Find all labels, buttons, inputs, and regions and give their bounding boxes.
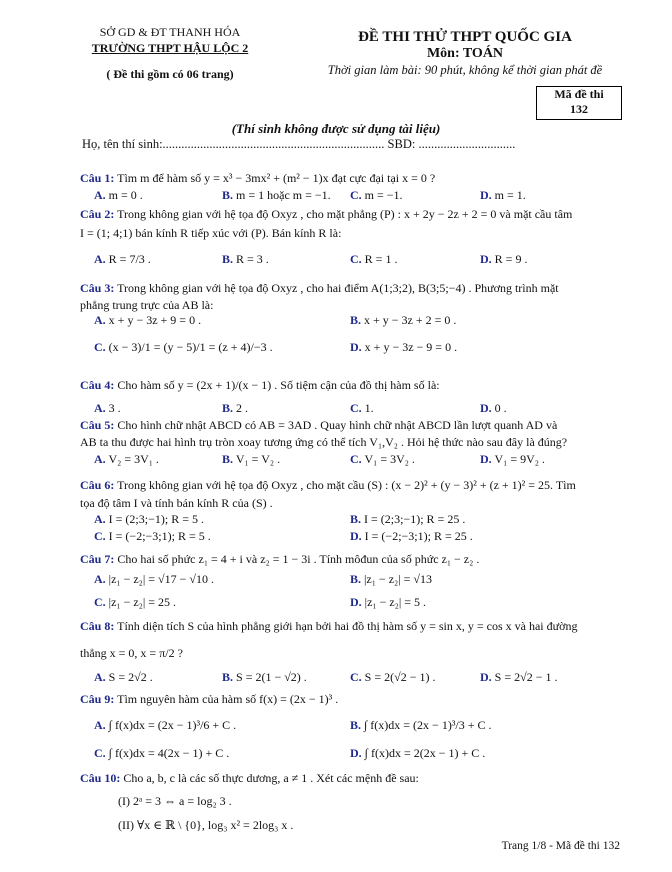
q9-option-c	[94, 746, 229, 761]
header-right	[290, 28, 640, 78]
opt-letter: A.	[94, 401, 106, 415]
opt-letter: A.	[94, 718, 106, 732]
q9-option-b	[350, 718, 492, 733]
opt-text: |z₁ − z₂| = 5 .	[364, 595, 427, 609]
opt-text: x + y − 3z + 2 = 0 .	[364, 313, 457, 327]
q5-option-b	[222, 452, 280, 467]
q3-option-a	[94, 313, 201, 328]
q5-text2: AB ta thu được hai hình trụ tròn xoay tương ứng có thể tích V₁,V₂ . Hỏi hệ thức nào sau đây là đúng?	[80, 435, 568, 449]
q8-stem	[80, 618, 578, 634]
opt-letter: D.	[350, 746, 362, 760]
opt-text: I = (2;3;−1); R = 25 .	[364, 512, 466, 526]
q7-option-a	[94, 572, 214, 587]
q8-option-d	[480, 670, 557, 685]
q1-text: Tìm m để hàm số y = x³ − 3mx² + (m² − 1)x đạt cực đại tại x = 0 ?	[117, 171, 436, 185]
q7-option-c	[94, 595, 176, 610]
opt-text: R = 3 .	[236, 252, 269, 266]
q2-text2: I = (1; 4;1) bán kính R tiếp xúc với (P). Bán kính R là:	[80, 226, 342, 240]
page-footer: Trang 1/8 - Mã đề thi 132	[501, 840, 620, 852]
q10-item-2: (II) ∀x ∈ ℝ \ {0}, log₃ x² = 2log₃ x .	[118, 818, 294, 832]
q1-label: Câu 1:	[80, 171, 115, 185]
subject: Môn: TOÁN	[426, 46, 504, 61]
opt-letter: C.	[350, 670, 362, 684]
opt-letter: B.	[350, 512, 362, 526]
q7-text: Cho hai số phức z₁ = 4 + i và z₂ = 1 − 3i . Tính môđun của số phức z₁ − z₂ .	[117, 552, 480, 566]
q9-option-a	[94, 718, 236, 733]
opt-text: S = 2√2 .	[108, 670, 153, 684]
q8-option-a	[94, 670, 153, 685]
opt-letter: B.	[222, 252, 234, 266]
student-line: Họ, tên thí sinh:....................................................................... SBD: ...............................	[82, 137, 516, 151]
q7-option-b	[350, 572, 432, 587]
q4-text: Cho hàm số y = (2x + 1)/(x − 1) . Số tiệm cận của đồ thị hàm số là:	[117, 378, 440, 392]
opt-text: 2 .	[236, 401, 249, 415]
q1-option-a	[94, 188, 143, 203]
q10-label: Câu 10:	[80, 771, 121, 785]
opt-letter: C.	[350, 188, 362, 202]
opt-text: x + y − 3z + 9 = 0 .	[108, 313, 202, 327]
opt-letter: D.	[480, 670, 492, 684]
q7-option-d	[350, 595, 426, 610]
opt-text: I = (−2;−3;1); R = 5 .	[108, 529, 211, 543]
opt-text: |z₁ − z₂| = 25 .	[108, 595, 177, 609]
opt-text: m = 1.	[494, 188, 526, 202]
opt-letter: B.	[222, 188, 234, 202]
q5-stem	[80, 417, 557, 433]
q5-option-d	[480, 452, 545, 467]
q4-option-d	[480, 401, 507, 416]
opt-text: ∫ f(x)dx = 4(2x − 1) + C .	[108, 746, 230, 760]
q3-text: Trong không gian với hệ tọa độ Oxyz , cho hai điểm A(1;3;2), B(3;5;−4) . Phương trình mặt	[117, 281, 559, 295]
q9-text: Tìm nguyên hàm của hàm số f(x) = (2x − 1)³ .	[117, 692, 339, 706]
q8-text2: thẳng x = 0, x = π/2 ?	[80, 646, 183, 660]
q2-option-a	[94, 252, 151, 267]
opt-letter: C.	[350, 252, 362, 266]
opt-text: V₁ = 9V₂ .	[494, 452, 545, 466]
opt-text: S = 2√2 − 1 .	[494, 670, 558, 684]
q6-option-a	[94, 512, 204, 527]
q4-stem	[80, 377, 440, 393]
q6-option-c	[94, 529, 211, 544]
opt-text: ∫ f(x)dx = 2(2x − 1) + C .	[364, 746, 486, 760]
opt-letter: B.	[350, 313, 362, 327]
q1-stem	[80, 170, 435, 186]
opt-letter: C.	[94, 595, 106, 609]
q2-label: Câu 2:	[80, 207, 115, 221]
opt-text: V₁ = 3V₂ .	[364, 452, 415, 466]
opt-letter: A.	[94, 670, 106, 684]
opt-text: R = 9 .	[494, 252, 528, 266]
opt-text: V₁ = V₂ .	[235, 452, 281, 466]
exam-code-box	[536, 86, 622, 120]
opt-letter: A.	[94, 572, 106, 586]
q9-option-d	[350, 746, 485, 761]
opt-letter: D.	[350, 595, 362, 609]
q8-option-b	[222, 670, 307, 685]
q2-option-c	[350, 252, 397, 267]
opt-letter: C.	[94, 340, 106, 354]
q2-option-d	[480, 252, 527, 267]
q8-label: Câu 8:	[80, 619, 115, 633]
q5-option-c	[350, 452, 415, 467]
opt-text: R = 1 .	[364, 252, 398, 266]
opt-letter: D.	[350, 340, 362, 354]
q10-text: Cho a, b, c là các số thực dương, a ≠ 1 . Xét các mệnh đề sau:	[123, 771, 419, 785]
opt-text: 1.	[364, 401, 374, 415]
q5-label: Câu 5:	[80, 418, 115, 432]
opt-letter: B.	[222, 401, 234, 415]
notice: (Thí sinh không được sử dụng tài liệu)	[231, 121, 441, 136]
dept-name: SỞ GD & ĐT THANH HÓA	[99, 25, 241, 39]
opt-letter: A.	[94, 452, 106, 466]
time-note: Thời gian làm bài: 90 phút, không kể thời gian phát đề	[327, 63, 603, 77]
q2-option-b	[222, 252, 269, 267]
opt-letter: D.	[480, 252, 492, 266]
q3-text2: phẳng trung trực của AB là:	[80, 298, 214, 312]
q6-text2: tọa độ tâm I và tính bán kính R của (S) .	[80, 496, 273, 510]
opt-letter: C.	[94, 746, 106, 760]
q6-label: Câu 6:	[80, 478, 115, 492]
q4-label: Câu 4:	[80, 378, 115, 392]
opt-text: x + y − 3z − 9 = 0 .	[364, 340, 458, 354]
opt-letter: B.	[350, 572, 362, 586]
opt-text: |z₁ − z₂| = √17 − √10 .	[108, 572, 214, 586]
q3-option-c	[94, 340, 273, 355]
opt-letter: C.	[350, 401, 362, 415]
opt-letter: B.	[222, 452, 234, 466]
q3-label: Câu 3:	[80, 281, 115, 295]
opt-text: I = (−2;−3;1); R = 25 .	[364, 529, 473, 543]
q3-option-d	[350, 340, 457, 355]
q2-stem	[80, 206, 572, 222]
opt-text: m = −1.	[364, 188, 403, 202]
opt-letter: C.	[94, 529, 106, 543]
opt-text: R = 7/3 .	[108, 252, 151, 266]
q9-stem	[80, 691, 338, 707]
opt-text: 0 .	[494, 401, 507, 415]
opt-letter: D.	[480, 452, 492, 466]
opt-text: 3 .	[108, 401, 121, 415]
q1-option-c	[350, 188, 403, 203]
q3-stem	[80, 280, 559, 296]
opt-text: ∫ f(x)dx = (2x − 1)³/6 + C .	[108, 718, 237, 732]
opt-letter: A.	[94, 313, 106, 327]
opt-letter: C.	[350, 452, 362, 466]
q4-option-a	[94, 401, 121, 416]
opt-text: ∫ f(x)dx = (2x − 1)³/3 + C .	[364, 718, 492, 732]
q10-stem	[80, 770, 419, 786]
opt-letter: A.	[94, 252, 106, 266]
q7-stem	[80, 551, 479, 567]
opt-text: m = 1 hoặc m = −1.	[236, 188, 331, 202]
opt-letter: A.	[94, 512, 106, 526]
q5-text: Cho hình chữ nhật ABCD có AB = 3AD . Quay hình chữ nhật ABCD lần lượt quanh AD và	[117, 418, 558, 432]
opt-letter: B.	[222, 670, 234, 684]
opt-text: |z₁ − z₂| = √13	[364, 572, 432, 586]
q8-text: Tính diện tích S của hình phẳng giới hạn bởi hai đồ thị hàm số y = sin x, y = cos x và hai đường	[117, 619, 578, 633]
q7-label: Câu 7:	[80, 552, 115, 566]
exam-code-label: Mã đề thi	[554, 87, 604, 101]
q5-option-a	[94, 452, 159, 467]
q6-text: Trong không gian với hệ tọa độ Oxyz , cho mặt cầu (S) : (x − 2)² + (y − 3)² + (z + 1)² = 25. Tìm	[117, 478, 576, 492]
q9-label: Câu 9:	[80, 692, 115, 706]
q4-option-b	[222, 401, 248, 416]
opt-letter: D.	[480, 188, 492, 202]
q1-option-b	[222, 188, 331, 203]
opt-text: (x − 3)/1 = (y − 5)/1 = (z + 4)/−3 .	[108, 340, 273, 354]
opt-text: m = 0 .	[108, 188, 143, 202]
header-left	[70, 24, 270, 82]
opt-text: I = (2;3;−1); R = 5 .	[108, 512, 204, 526]
q1-option-d	[480, 188, 526, 203]
q6-option-d	[350, 529, 473, 544]
pages-note: ( Đề thi gồm có 06 trang)	[106, 67, 234, 81]
q10-item-1: (I) 2ᵃ = 3 ⇔ a = log₂ 3 .	[118, 794, 232, 808]
opt-text: S = 2(1 − √2) .	[236, 670, 307, 684]
q4-option-c	[350, 401, 374, 416]
q6-option-b	[350, 512, 465, 527]
opt-letter: A.	[94, 188, 106, 202]
opt-letter: D.	[480, 401, 492, 415]
opt-letter: D.	[350, 529, 362, 543]
opt-letter: B.	[350, 718, 362, 732]
q8-option-c	[350, 670, 435, 685]
opt-text: V₂ = 3V₁ .	[108, 452, 159, 466]
q2-text: Trong không gian với hệ tọa độ Oxyz , cho mặt phẳng (P) : x + 2y − 2z + 2 = 0 và mặt cầu tâm	[117, 207, 573, 221]
school-name: TRƯỜNG THPT HẬU LỘC 2	[91, 41, 249, 55]
opt-text: S = 2(√2 − 1) .	[364, 670, 436, 684]
q3-option-b	[350, 313, 456, 328]
exam-code-value: 132	[570, 102, 588, 116]
exam-title: ĐỀ THI THỬ THPT QUỐC GIA	[358, 29, 572, 45]
q6-stem	[80, 477, 576, 493]
